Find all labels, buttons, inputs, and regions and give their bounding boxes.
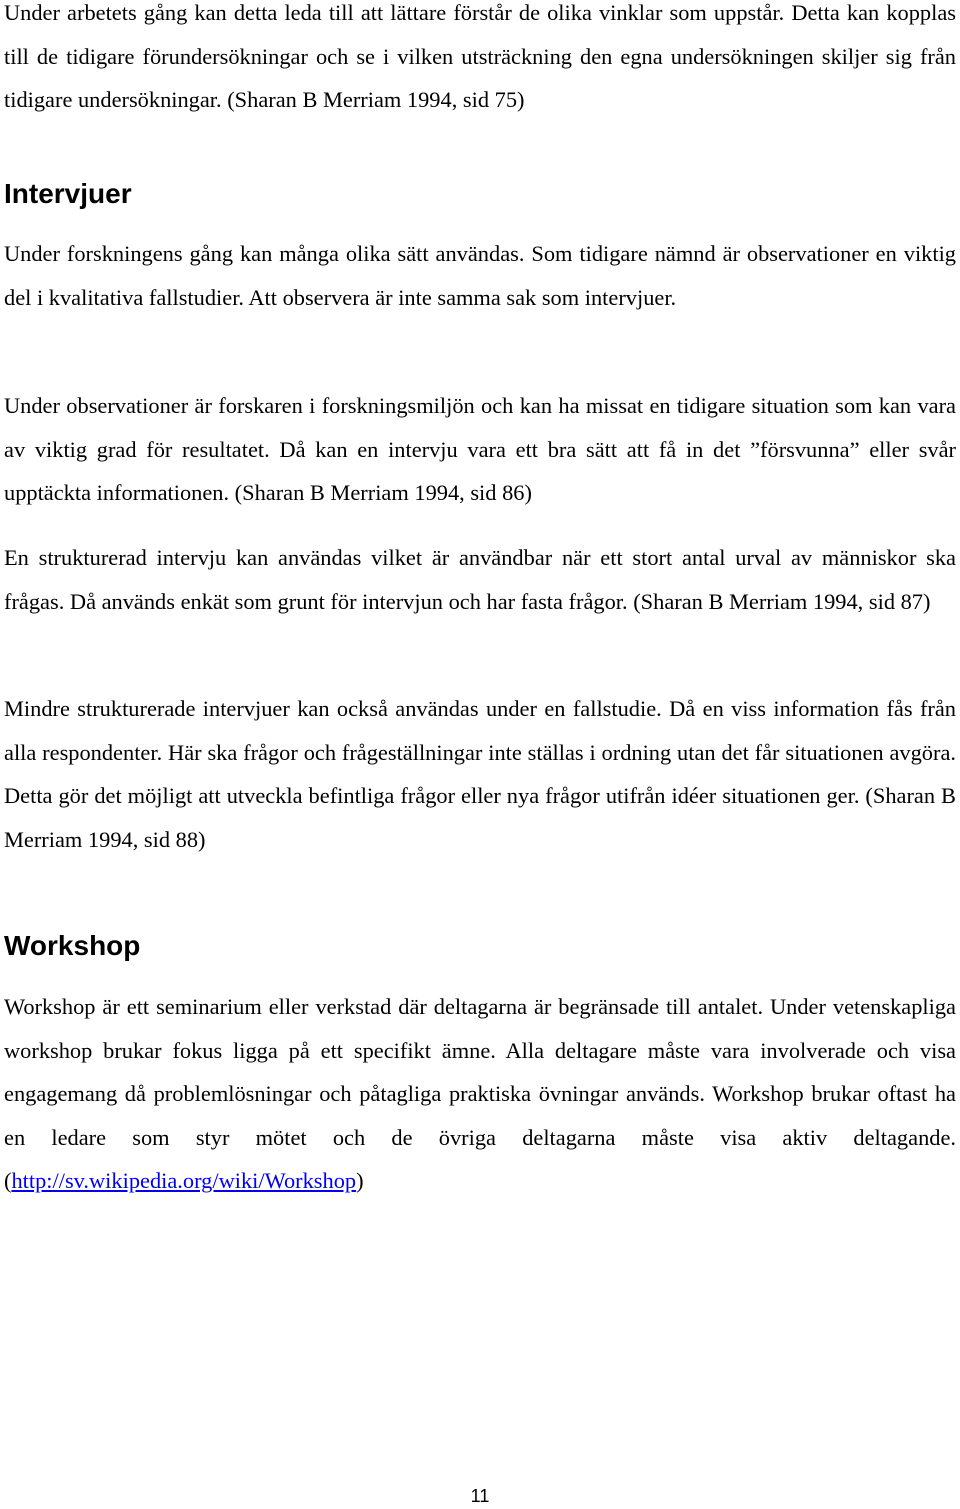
intervjuer-paragraph-2: Under observationer är forskaren i forskningsmiljön och kan ha missat en tidigare situation som kan vara av viktig grad för resultatet. Då kan en intervju vara ett bra sätt att få in det ”försvunna” eller svår upptäckta informationen. (Sharan B Merriam 1994, sid 86) — [4, 393, 956, 506]
intervjuer-paragraph-3: En strukturerad intervju kan användas vilket är användbar när ett stort antal urval av människor ska frågas. Då används enkät som grunt för intervjun och har fasta frågor. (Sharan B Merriam 1994, sid 87) — [4, 545, 956, 614]
section-heading-intervjuer: Intervjuer — [4, 178, 132, 209]
intervjuer-paragraph-1: Under forskningens gång kan många olika sätt användas. Som tidigare nämnd är observationer en viktig del i kvalitativa fallstudier. Att observera är inte samma sak som intervjuer. — [4, 241, 956, 310]
intervjuer-paragraph-4: Mindre strukturerade intervjuer kan också användas under en fallstudie. Då en viss information fås från alla respondenter. Här ska frågor och frågeställningar inte ställas i ordning utan det får situationen avgöra. Detta gör det möjligt att utveckla befintliga frågor eller nya frågor utifrån idéer situationen ger. (Sharan B Merriam 1994, sid 88) — [4, 696, 956, 852]
page-number: 11 — [470, 1486, 490, 1506]
intro-paragraph: Under arbetets gång kan detta leda till att lättare förstår de olika vinklar som uppstår. Detta kan kopplas till de tidigare förundersökningar och se i vilken utsträckning den egna undersökningen skiljer sig från tidigare undersökningar. (Sharan B Merriam 1994, sid 75) — [4, 0, 956, 113]
workshop-paragraph-text: Workshop är ett seminarium eller verkstad där deltagarna är begränsade till antalet. Under vetenskapliga workshop brukar fokus ligga på ett specifikt ämne. Alla deltagare måste vara involverade och visa engagemang då problemlösningar och påtagliga praktiska övningar används. Workshop brukar oftast ha en ledare som styr mötet och de övriga deltagarna måste visa aktiv deltagande.( — [4, 994, 956, 1194]
wikipedia-link[interactable]: http://sv.wikipedia.org/wiki/Workshop — [11, 1168, 357, 1194]
workshop-paragraph-end: ) — [356, 1168, 364, 1194]
section-heading-workshop: Workshop — [4, 930, 141, 961]
workshop-paragraph — [4, 985, 956, 1203]
